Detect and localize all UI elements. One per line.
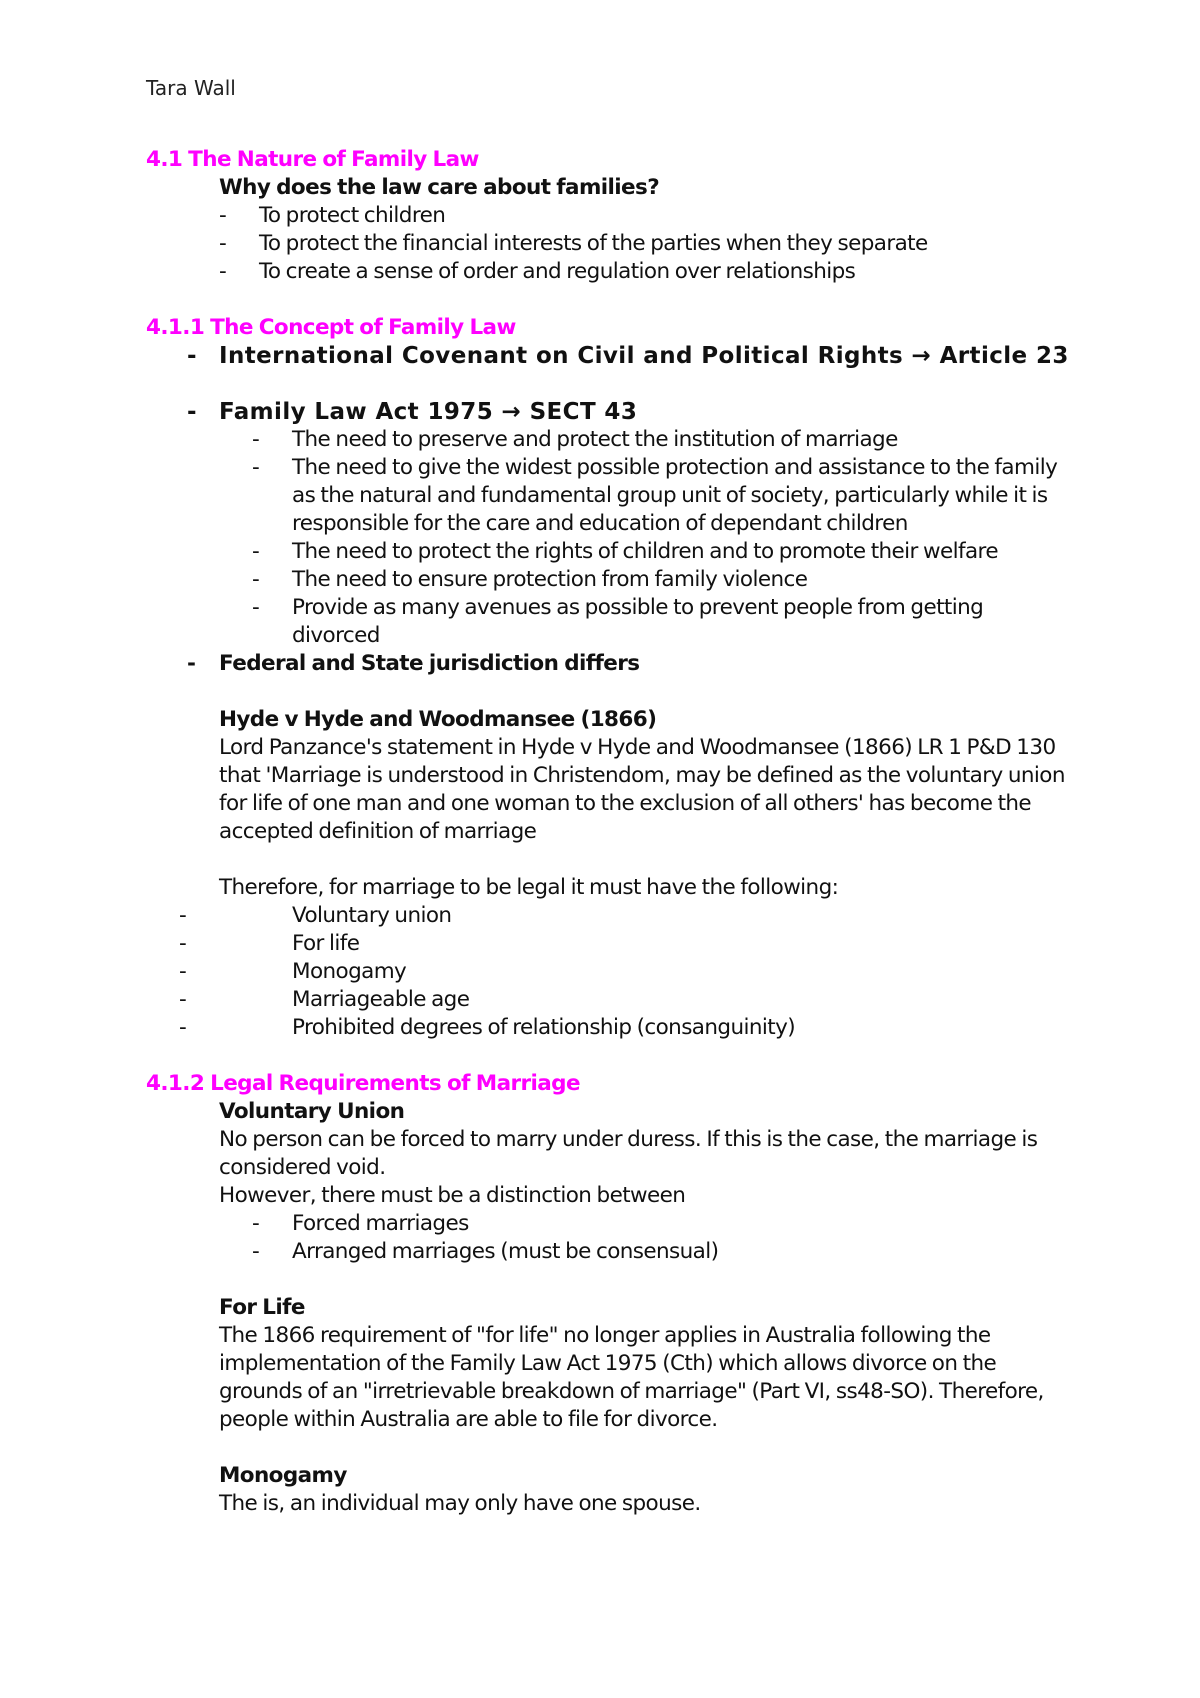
- document-body: [146, 146, 1076, 1518]
- list-item: - Provide as many avenues as possible to prevent people from getting divorced: [219, 594, 1076, 650]
- case-text-hyde: Lord Panzance's statement in Hyde v Hyde and Woodmansee (1866) LR 1 P&D 130 that 'Marriage is understood in Christendom, may be defined as the voluntary union for life of one man and one woman to the exclusion of all others' has become the accepted definition of marriage: [219, 735, 1065, 844]
- list-item: - Monogamy: [146, 958, 1076, 986]
- list-item: - To protect children: [186, 202, 1076, 230]
- list-item: - For life: [146, 930, 1076, 958]
- list-item: - Arranged marriages (must be consensual): [146, 1238, 1076, 1266]
- fla-list: [146, 398, 1076, 426]
- list-item-jurisdiction: - Federal and State jurisdiction differs: [146, 650, 1076, 678]
- voluntary-text-2: However, there must be a distinction between: [219, 1183, 686, 1208]
- heading-4-1-2: 4.1.2 Legal Requirements of Marriage: [146, 1071, 580, 1096]
- list-item: - Prohibited degrees of relationship (consanguinity): [146, 1014, 1076, 1042]
- case-title-hyde: Hyde v Hyde and Woodmansee (1866): [219, 707, 657, 732]
- subheading-for-life: For Life: [219, 1295, 305, 1320]
- therefore-text: Therefore, for marriage to be legal it must have the following:: [219, 875, 839, 900]
- list-item: - To create a sense of order and regulation over relationships: [186, 258, 1076, 286]
- list-item: - Forced marriages: [146, 1210, 1076, 1238]
- for-life-text: The 1866 requirement of "for life" no longer applies in Australia following the implementation of the Family Law Act 1975 (Cth) which allows divorce on the grounds of an "irretrievable breakdown of marriage" (Part VI, ss48-SO). Therefore, people within Australia are able to file for divorce.: [219, 1323, 1044, 1432]
- fla-sub-list: [219, 426, 1076, 650]
- list-item: - The need to preserve and protect the institution of marriage: [219, 426, 1076, 454]
- list-item-iccpr: - International Covenant on Civil and Political Rights → Article 23: [146, 342, 1076, 370]
- subheading-monogamy: Monogamy: [219, 1463, 347, 1488]
- concept-list: [146, 342, 1076, 370]
- reasons-list: [186, 202, 1076, 286]
- heading-4-1: 4.1 The Nature of Family Law: [146, 147, 479, 172]
- subheading-voluntary-union: Voluntary Union: [219, 1099, 405, 1124]
- voluntary-text: No person can be forced to marry under duress. If this is the case, the marriage is considered void.: [219, 1127, 1038, 1180]
- list-item: - The need to give the widest possible protection and assistance to the family as the natural and fundamental group unit of society, particularly while it is responsible for the care and education of dependant children: [219, 454, 1076, 538]
- list-item: - To protect the financial interests of the parties when they separate: [186, 230, 1076, 258]
- heading-4-1-1: 4.1.1 The Concept of Family Law: [146, 315, 516, 340]
- marriage-types-list: [146, 1210, 1076, 1266]
- list-item: - The need to ensure protection from family violence: [219, 566, 1076, 594]
- subheading-why: Why does the law care about families?: [219, 175, 660, 200]
- monogamy-text: The is, an individual may only have one spouse.: [219, 1491, 701, 1516]
- author-name: Tara Wall: [146, 76, 236, 100]
- jurisdiction-list: [146, 650, 1076, 678]
- list-item: - Marriageable age: [146, 986, 1076, 1014]
- list-item: - Voluntary union: [146, 902, 1076, 930]
- requirements-list: [146, 902, 1076, 1042]
- list-item: - The need to protect the rights of children and to promote their welfare: [219, 538, 1076, 566]
- list-item-fla: - Family Law Act 1975 → SECT 43: [146, 398, 1076, 426]
